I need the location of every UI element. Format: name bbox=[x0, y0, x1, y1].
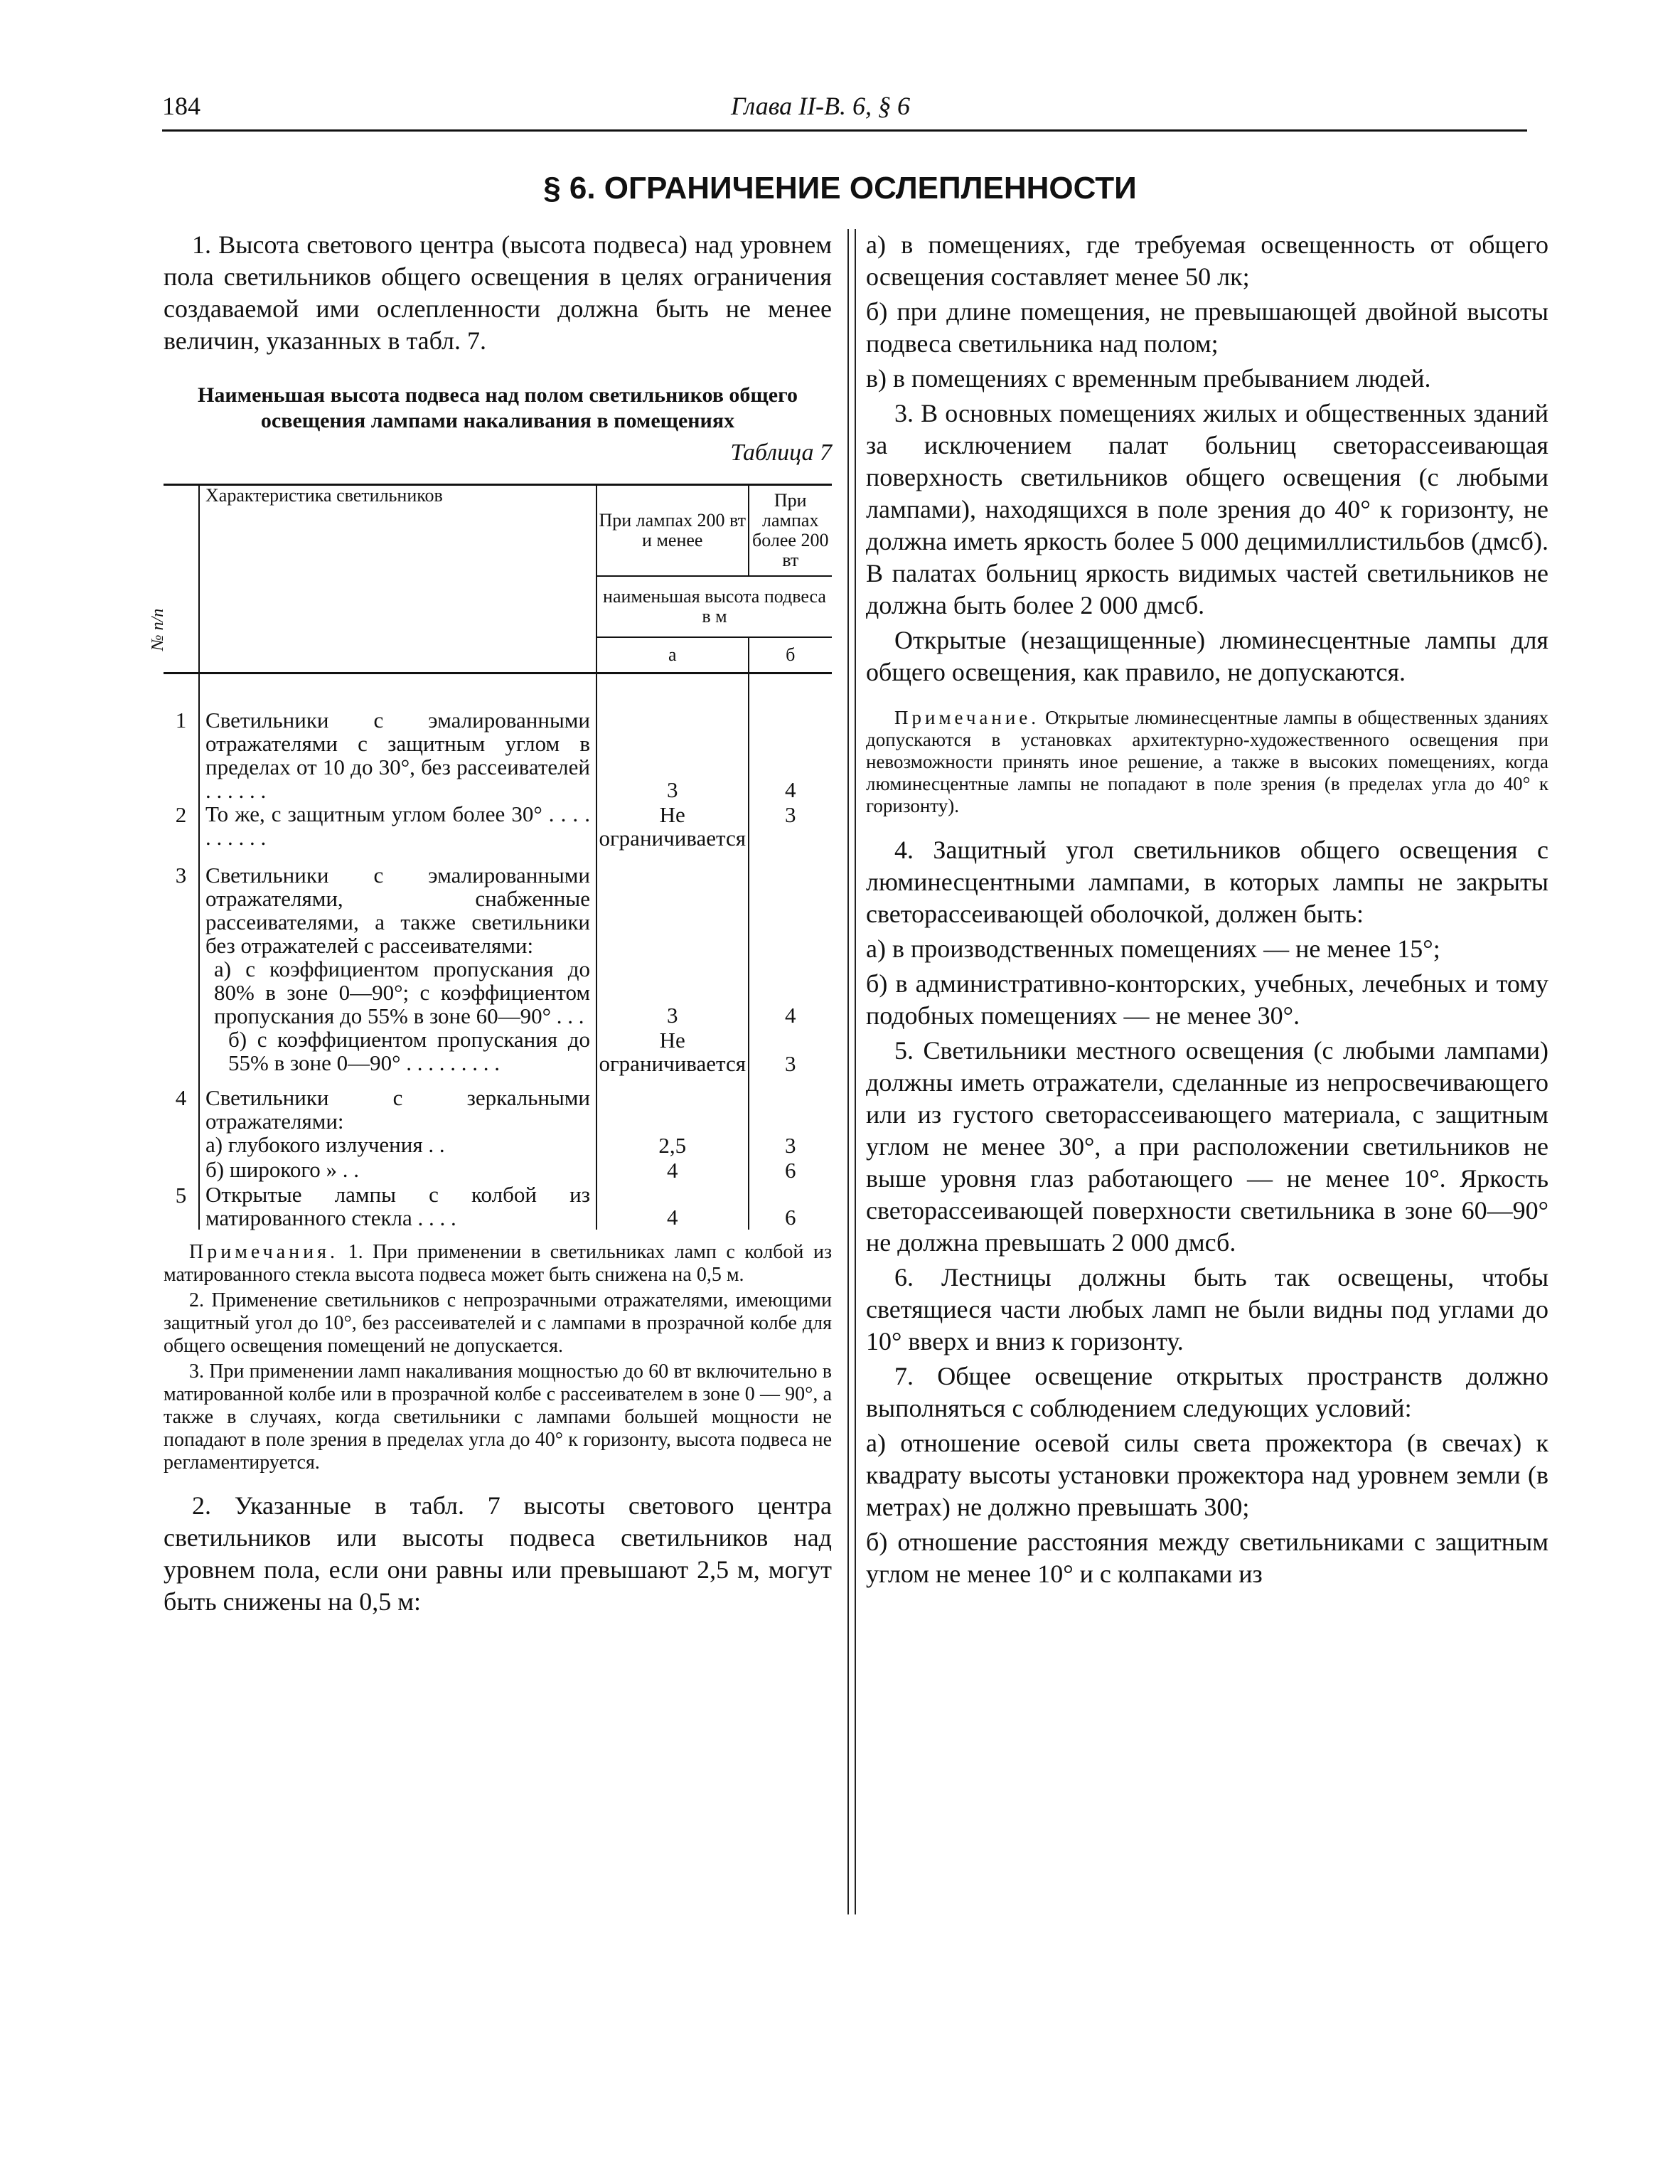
note-1: 1. При применении в светильниках ламп с колбой из матированного стекла высота подвеса может быть снижена на 0,5 м. bbox=[164, 1241, 832, 1286]
row-number: 4 bbox=[164, 1076, 199, 1133]
paragraph-7: 7. Общее освещение открытых пространств должно выполняться с соблюдением следующих условий: bbox=[866, 1362, 1548, 1422]
column-divider bbox=[847, 229, 856, 1914]
row-value-b: 6 bbox=[785, 1205, 796, 1230]
row-description: Светильники с зеркальными отражателями: bbox=[199, 1076, 596, 1133]
row-number: 5 bbox=[164, 1183, 199, 1230]
chapter-reference: Глава II-В. 6, § 6 bbox=[731, 92, 911, 120]
paragraph-4: 4. Защитный угол светильников общего освещения с люминесцентными лампами, в которых лампы не закрыты светорассеивающей оболочкой, должен быть: bbox=[866, 836, 1548, 928]
item-a-projector: а) отношение осевой силы света прожектора (в свечах) к квадрату высоты установки прожектора над уровнем земли (в метрах) не должно превышать 300; bbox=[866, 1429, 1548, 1521]
item-c-temporary-stay: в) в помещениях с временным пребыванием людей. bbox=[866, 364, 1431, 393]
paragraph-1: 1. Высота светового центра (высота подвеса) над уровнем пола светильников общего освещения в целях ограничения создаваемой ими ослепленности должна быть не менее величин, указанных в табл. 7. bbox=[164, 230, 832, 355]
table-row bbox=[164, 673, 832, 803]
item-a-production: а) в производственных помещениях — не менее 15°; bbox=[866, 934, 1440, 963]
right-note-label: Примечание. bbox=[894, 707, 1040, 728]
row-value-b: 4 bbox=[785, 1003, 796, 1028]
row-value-a: 3 bbox=[596, 673, 749, 803]
row-value-a bbox=[596, 1076, 749, 1133]
paragraph-6: 6. Лестницы должны быть так освещены, чтобы светящиеся части любых ламп не были видны под углами до 10° вверх и вниз к горизонту. bbox=[866, 1263, 1548, 1355]
row-value-a: 4 bbox=[596, 1158, 749, 1183]
row-description: б) с коэффициентом пропускания до 55% в зоне 0—90° . . . . . . . . . bbox=[199, 1028, 596, 1076]
item-b-room-length: б) при длине помещения, не превышающей двойной высоты подвеса светильника над полом; bbox=[866, 297, 1548, 358]
row-value-a bbox=[596, 851, 749, 957]
table-row bbox=[164, 851, 832, 957]
table-notes bbox=[164, 1241, 832, 1474]
notes-label: Примечания. bbox=[189, 1241, 339, 1263]
row-value-a: Не ограничивается bbox=[596, 802, 749, 851]
row-value-a: 4 bbox=[596, 1183, 749, 1230]
table-row bbox=[164, 1158, 832, 1183]
note-2: 2. Применение светильников с непрозрачными отражателями, имеющими защитный угол до 10°, без рассеивателей и с лампами в прозрачной колбе для общего освещения помещений не допускается. bbox=[164, 1289, 832, 1357]
column-header-description: Характеристика светильников bbox=[199, 485, 596, 673]
table-row bbox=[164, 802, 832, 851]
header-rule bbox=[162, 129, 1527, 132]
row-value-b: 3 bbox=[785, 1051, 796, 1076]
item-a-lighting: а) в помещениях, где требуемая освещенность от общего освещения составляет менее 50 лк; bbox=[866, 230, 1548, 291]
row-value-b bbox=[749, 1076, 833, 1133]
row-description: Открытые лампы с колбой из матированного стекла . . . . bbox=[199, 1183, 596, 1230]
running-header bbox=[162, 91, 1527, 132]
row-value-a: 3 bbox=[596, 957, 749, 1028]
column-header-number: № п/п bbox=[164, 485, 199, 673]
column-header-a: а bbox=[596, 637, 749, 673]
row-number bbox=[164, 1133, 199, 1158]
row-number bbox=[164, 1158, 199, 1183]
table-caption: Наименьшая высота подвеса над полом светильников общего освещения лампами накаливания в помещениях bbox=[198, 383, 798, 432]
paragraph-3: 3. В основных помещениях жилых и общественных зданий за исключением палат больниц светорассеивающая поверхность светильников общего освещения (с любыми лампами), находящихся в поле зрения до 40° к горизонту, не должна иметь яркость более 5 000 децимиллистильбов (дмсб). В палатах больниц яркость видимых частей светильников не должна быть более 2 000 дмсб. bbox=[866, 399, 1548, 619]
row-number bbox=[164, 957, 199, 1028]
row-description: Светильники с эмалированными отражателями с защитным углом в пределах от 10 до 30°, без рассеивателей . . . . . . bbox=[199, 673, 596, 803]
left-column bbox=[149, 229, 832, 1621]
row-number: 1 bbox=[164, 673, 199, 803]
column-header-subheader: наименьшая высота подвеса в м bbox=[596, 576, 832, 638]
section-title: § 6. ОГРАНИЧЕНИЕ ОСЛЕПЛЕННОСТИ bbox=[543, 171, 1137, 206]
row-value-b bbox=[749, 851, 833, 957]
paragraph-2: 2. Указанные в табл. 7 высоты светового центра светильников или высоты подвеса светильников над уровнем пола, если они равны или превышают 2,5 м, могут быть снижены на 0,5 м: bbox=[164, 1491, 832, 1616]
row-number: 3 bbox=[164, 851, 199, 957]
row-description: а) с коэффициентом пропускания до 80% в зоне 0—90°; с коэффициентом пропускания до 55% в зоне 60—90° . . . bbox=[199, 957, 596, 1028]
row-description: То же, с защитным углом более 30° . . . . . . . . . . bbox=[199, 802, 596, 851]
row-value-b: 4 bbox=[785, 777, 796, 802]
row-value-a: 2,5 bbox=[596, 1133, 749, 1158]
column-header-group-b: При лампах более 200 вт bbox=[749, 485, 833, 576]
right-note-text: Открытые люминесцентные лампы в общественных зданиях допускаются в установках архитектурно-художественного освещения при невозможности принять иное решение, а также в высоких помещениях, когда люминесцентные лампы не попадают в поле зрения (в пределах угла до 40° к горизонту). bbox=[866, 707, 1549, 816]
item-b-administrative: б) в административно-конторских, учебных, лечебных и тому подобных помещениях — не менее 30°. bbox=[866, 969, 1548, 1030]
table-row bbox=[164, 1183, 832, 1230]
right-column bbox=[866, 229, 1548, 1593]
table-row bbox=[164, 957, 832, 1028]
table-row bbox=[164, 1076, 832, 1133]
row-value-b: 3 bbox=[785, 802, 796, 827]
row-description: а) глубокого излучения . . bbox=[199, 1133, 596, 1158]
right-note bbox=[866, 707, 1548, 817]
page-number: 184 bbox=[162, 92, 200, 120]
row-description: Светильники с эмалированными отражателями, снабженные рассеивателями, а также светильники без отражателей с рассеивателями: bbox=[199, 851, 596, 957]
table-label: Таблица 7 bbox=[730, 440, 832, 466]
row-value-b: 6 bbox=[785, 1158, 796, 1183]
row-description: б) широкого » . . bbox=[199, 1158, 596, 1183]
row-value-a: Не ограничивается bbox=[596, 1028, 749, 1076]
paragraph-5: 5. Светильники местного освещения (с любыми лампами) должны иметь отражатели, сделанные из непросвечивающего или из густого светорассеивающего материала, с защитным углом не менее 30°, а при расположении светильников не выше уровня глаз работающего — не менее 10°. Яркость светорассеивающей поверхности светильника в зоне 60—90° не должна превышать 2 000 дмсб. bbox=[866, 1036, 1548, 1257]
lamp-height-table bbox=[149, 484, 832, 1230]
table-row bbox=[164, 1028, 832, 1076]
row-value-b: 3 bbox=[785, 1133, 796, 1158]
column-header-group-a: При лампах 200 вт и менее bbox=[596, 485, 749, 576]
item-b-spacing: б) отношение расстояния между светильниками с защитным углом не менее 10° и с колпаками из bbox=[866, 1528, 1548, 1588]
paragraph-open-lamps: Открытые (незащищенные) люминесцентные лампы для общего освещения, как правило, не допускаются. bbox=[866, 626, 1548, 686]
row-number bbox=[164, 1028, 199, 1076]
table-row bbox=[164, 1133, 832, 1158]
column-header-b: б bbox=[749, 637, 833, 673]
row-number: 2 bbox=[164, 802, 199, 851]
note-3: 3. При применении ламп накаливания мощностью до 60 вт включительно в матированной колбе или в прозрачной колбе с рассеивателем в зоне 0 — 90°, а также в случаях, когда светильники с лампами большей мощности не попадают в поле зрения в пределах угла до 40° к горизонту, высота подвеса не регламентируется. bbox=[164, 1360, 832, 1474]
